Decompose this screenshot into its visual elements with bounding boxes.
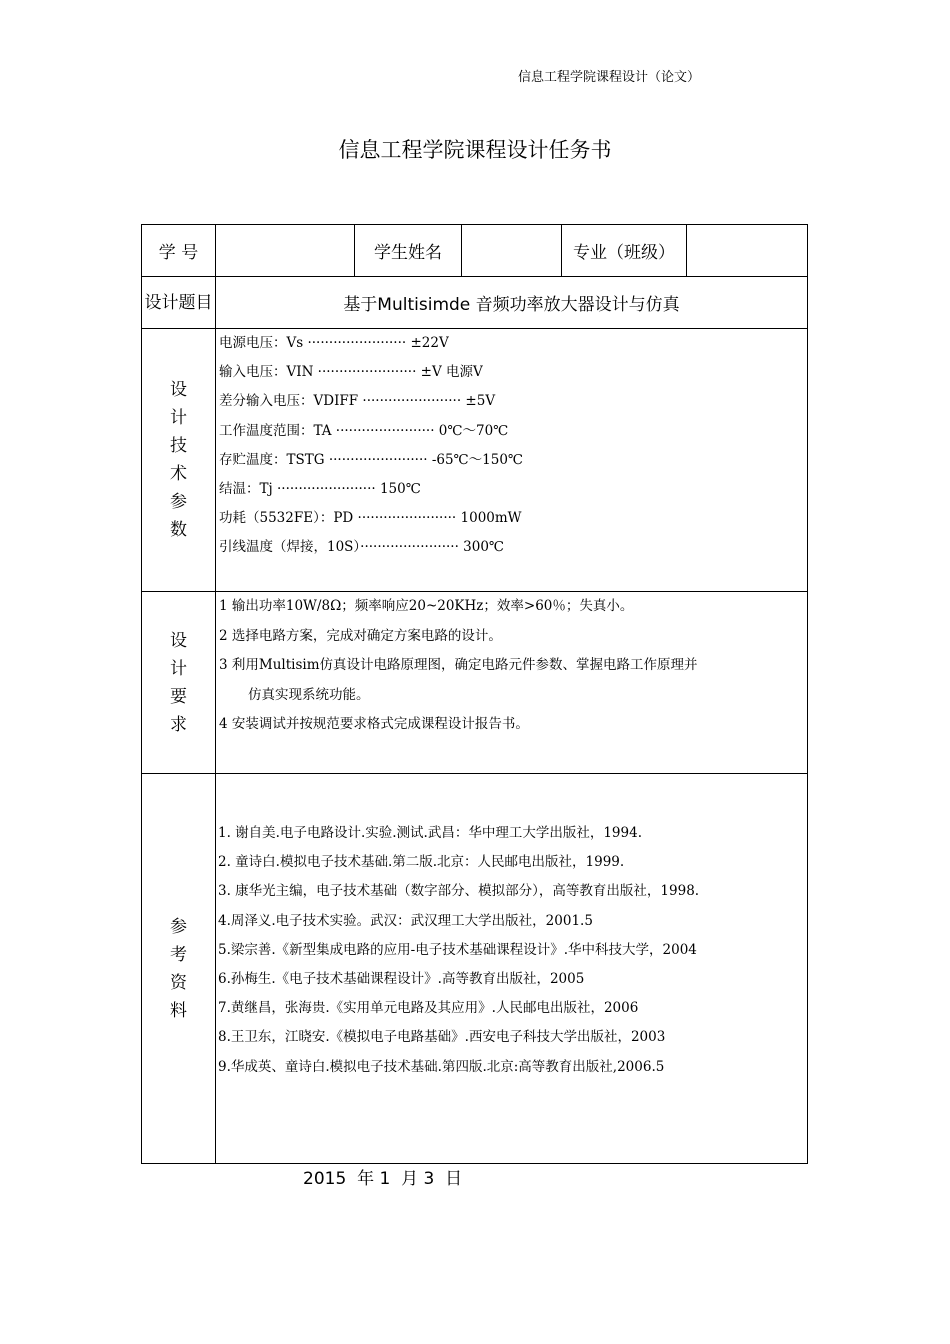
reference-item: 4.周泽义.电子技术实验。武汉：武汉理工大学出版社，2001.5 [218,912,593,929]
topic-value: 基于Multisimde 音频功率放大器设计与仿真 [216,277,808,329]
param-supply-voltage: 电源电压：Vs ······················· ±22V [219,335,449,351]
requirement-item: 3 利用Multisim仿真设计电路原理图，确定电路元件参数、掌握电路工作原理并 [219,657,698,673]
reference-item: 5.梁宗善.《新型集成电路的应用-电子技术基础课程设计》.华中科技大学，2004 [218,941,697,958]
param-junction-temp: 结温：Tj ······················· 150℃ [219,480,421,497]
student-name-field[interactable] [462,225,562,277]
parameters-content [216,329,808,592]
major-class-field[interactable] [687,225,808,277]
reference-item: 7.黄继昌，张海贵.《实用单元电路及其应用》.人民邮电出版社，2006 [218,1000,639,1017]
task-form-table [141,224,808,1164]
requirement-item: 2 选择电路方案，完成对确定方案电路的设计。 [219,627,502,644]
param-input-voltage: 输入电压：VIN ······················· ±V 电源V [219,364,483,381]
reference-item: 2. 童诗白.模拟电子技术基础.第二版.北京：人民邮电出版社，1999. [218,854,625,871]
student-id-label: 学 号 [142,225,216,277]
requirements-content [216,592,808,774]
reference-item: 8.王卫东，江晓安.《模拟电子电路基础》.西安电子科技大学出版社，2003 [218,1029,666,1046]
param-lead-temp: 引线温度（焊接，10S）······················· 300℃ [219,539,505,556]
references-row [142,774,808,1164]
param-operating-temp: 工作温度范围：TA ······················· 0℃～70℃ [219,422,509,439]
topic-label: 设计题目 [142,277,216,329]
parameters-label: 设 计 技 术 参 数 [142,329,216,592]
reference-item: 1. 谢自美.电子电路设计.实验.测试.武昌：华中理工大学出版社，1994. [218,825,642,841]
major-class-label: 专业（班级） [562,225,687,277]
param-diff-input-voltage: 差分输入电压：VDIFF ······················· ±5V [219,393,496,410]
references-content [216,774,808,1164]
requirements-row [142,592,808,774]
reference-item: 3. 康华光主编，电子技术基础（数字部分、模拟部分），高等教育出版社，1998. [218,883,700,900]
running-header: 信息工程学院课程设计（论文） [518,70,701,85]
student-id-field[interactable] [216,225,355,277]
student-name-label: 学生姓名 [355,225,462,277]
student-info-row [142,225,808,277]
parameters-row [142,329,808,592]
topic-row [142,277,808,329]
document-date: 2015 年 1 月 3 日 [303,1169,463,1189]
param-storage-temp: 存贮温度：TSTG ······················· -65℃～150℃ [219,451,524,468]
param-power-dissipation: 功耗（5532FE）：PD ······················· 1000mW [219,510,522,527]
requirement-item-continuation: 仿真实现系统功能。 [248,686,370,703]
requirements-label: 设 计 要 求 [142,592,216,774]
reference-item: 9.华成英、童诗白.模拟电子技术基础.第四版.北京:高等教育出版社,2006.5 [218,1058,665,1075]
requirement-item: 4 安装调试并按规范要求格式完成课程设计报告书。 [219,716,529,732]
document-title: 信息工程学院课程设计任务书 [338,138,612,162]
reference-item: 6.孙梅生.《电子技术基础课程设计》.高等教育出版社，2005 [218,970,585,987]
references-label: 参 考 资 料 [142,774,216,1164]
requirement-item: 1 输出功率10W/8Ω；频率响应20~20KHz；效率>60％；失真小。 [219,598,634,614]
